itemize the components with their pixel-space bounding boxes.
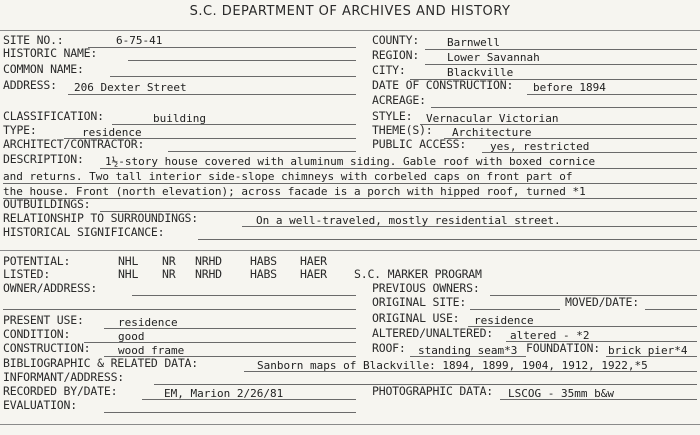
description-line-1: 1½-story house covered with aluminum siding. Gable roof with boxed cornice: [105, 155, 596, 168]
description-label: DESCRIPTION:: [3, 152, 84, 166]
altered-value: altered - *2: [510, 329, 590, 342]
style-label: STYLE:: [372, 109, 413, 123]
address-value: 206 Dexter Street: [74, 81, 187, 94]
original-use-label: ORIGINAL USE:: [372, 311, 460, 325]
style-value: Vernacular Victorian: [426, 112, 559, 125]
public-access-value: yes, restricted: [490, 140, 590, 153]
condition-value: good: [118, 330, 145, 343]
classification-label: CLASSIFICATION:: [3, 109, 104, 123]
owner-address-label: OWNER/ADDRESS:: [3, 281, 98, 295]
date-of-construction-value: before 1894: [533, 81, 606, 94]
construction-value: wood frame: [118, 344, 185, 357]
relationship-label: RELATIONSHIP TO SURROUNDINGS:: [3, 211, 198, 225]
page-title: S.C. DEPARTMENT OF ARCHIVES AND HISTORY: [189, 4, 511, 19]
historic-name-label: HISTORIC NAME:: [3, 46, 98, 60]
construction-label: CONSTRUCTION:: [3, 341, 91, 355]
original-site-label: ORIGINAL SITE:: [372, 295, 467, 309]
region-value: Lower Savannah: [447, 51, 540, 64]
county-value: Barnwell: [447, 36, 500, 49]
listed-nr: NR: [162, 267, 176, 281]
potential-haer: HAER: [300, 254, 327, 268]
roof-label: ROOF:: [372, 341, 406, 355]
present-use-label: PRESENT USE:: [3, 313, 84, 327]
evaluation-label: EVALUATION:: [3, 398, 77, 412]
listed-label: LISTED:: [3, 267, 51, 281]
type-label: TYPE:: [3, 123, 37, 137]
region-label: REGION:: [372, 48, 420, 62]
condition-label: CONDITION:: [3, 327, 71, 341]
section-divider: [0, 424, 700, 425]
potential-nhl: NHL: [118, 254, 139, 268]
bibliographic-value: Sanborn maps of Blackville: 1894, 1899, 1904, 1912, 1922,*5: [257, 359, 648, 372]
common-name-label: COMMON NAME:: [3, 62, 84, 76]
original-use-value: residence: [474, 314, 534, 327]
address-label: ADDRESS:: [3, 78, 57, 92]
description-line-3: the house. Front (north elevation); across facade is a porch with hipped roof, turned *1: [3, 185, 586, 198]
outbuildings-label: OUTBUILDINGS:: [3, 197, 91, 211]
relationship-value: On a well-traveled, mostly residential street.: [256, 214, 561, 227]
present-use-value: residence: [118, 316, 178, 329]
city-value: Blackville: [447, 66, 514, 79]
description-line-2: and returns. Two tall interior side-slope chimneys with corbeled caps on front part of: [3, 170, 573, 183]
recorded-value: EM, Marion 2/26/81: [164, 387, 284, 400]
listed-habs: HABS: [250, 267, 277, 281]
potential-nrhd: NRHD: [195, 254, 222, 268]
site-no-value: 6-75-41: [116, 34, 163, 47]
date-of-construction-label: DATE OF CONSTRUCTION:: [372, 78, 514, 92]
altered-label: ALTERED/UNALTERED:: [372, 326, 494, 340]
moved-date-label: MOVED/DATE:: [565, 295, 639, 309]
listed-nhl: NHL: [118, 267, 139, 281]
photographic-label: PHOTOGRAPHIC DATA:: [372, 384, 494, 398]
previous-owners-label: PREVIOUS OWNERS:: [372, 281, 480, 295]
public-access-label: PUBLIC ACCESS:: [372, 137, 467, 151]
potential-nr: NR: [162, 254, 176, 268]
themes-label: THEME(S):: [372, 123, 433, 137]
site-no-label: SITE NO.:: [3, 33, 64, 47]
foundation-value: brick pier*4: [608, 344, 688, 357]
foundation-label: FOUNDATION:: [526, 341, 600, 355]
informant-label: INFORMANT/ADDRESS:: [3, 370, 125, 384]
city-label: CITY:: [372, 63, 406, 77]
photographic-value: LSCOG - 35mm b&w: [508, 387, 614, 400]
listed-nrhd: NRHD: [195, 267, 222, 281]
architect-label: ARCHITECT/CONTRACTOR:: [3, 137, 145, 151]
themes-value: Architecture: [452, 126, 532, 139]
listed-haer: HAER: [300, 267, 327, 281]
marker-program-label: S.C. MARKER PROGRAM: [354, 267, 482, 281]
section-divider: [0, 250, 700, 251]
potential-label: POTENTIAL:: [3, 254, 71, 268]
classification-value: building: [153, 112, 206, 125]
bibliographic-label: BIBLIOGRAPHIC & RELATED DATA:: [3, 356, 198, 370]
acreage-label: ACREAGE:: [372, 93, 426, 107]
potential-habs: HABS: [250, 254, 277, 268]
significance-label: HISTORICAL SIGNIFICANCE:: [3, 225, 165, 239]
recorded-label: RECORDED BY/DATE:: [3, 384, 118, 398]
type-value: residence: [82, 126, 142, 139]
roof-value: standing seam*3: [418, 344, 518, 357]
section-divider: [0, 30, 700, 31]
county-label: COUNTY:: [372, 33, 420, 47]
